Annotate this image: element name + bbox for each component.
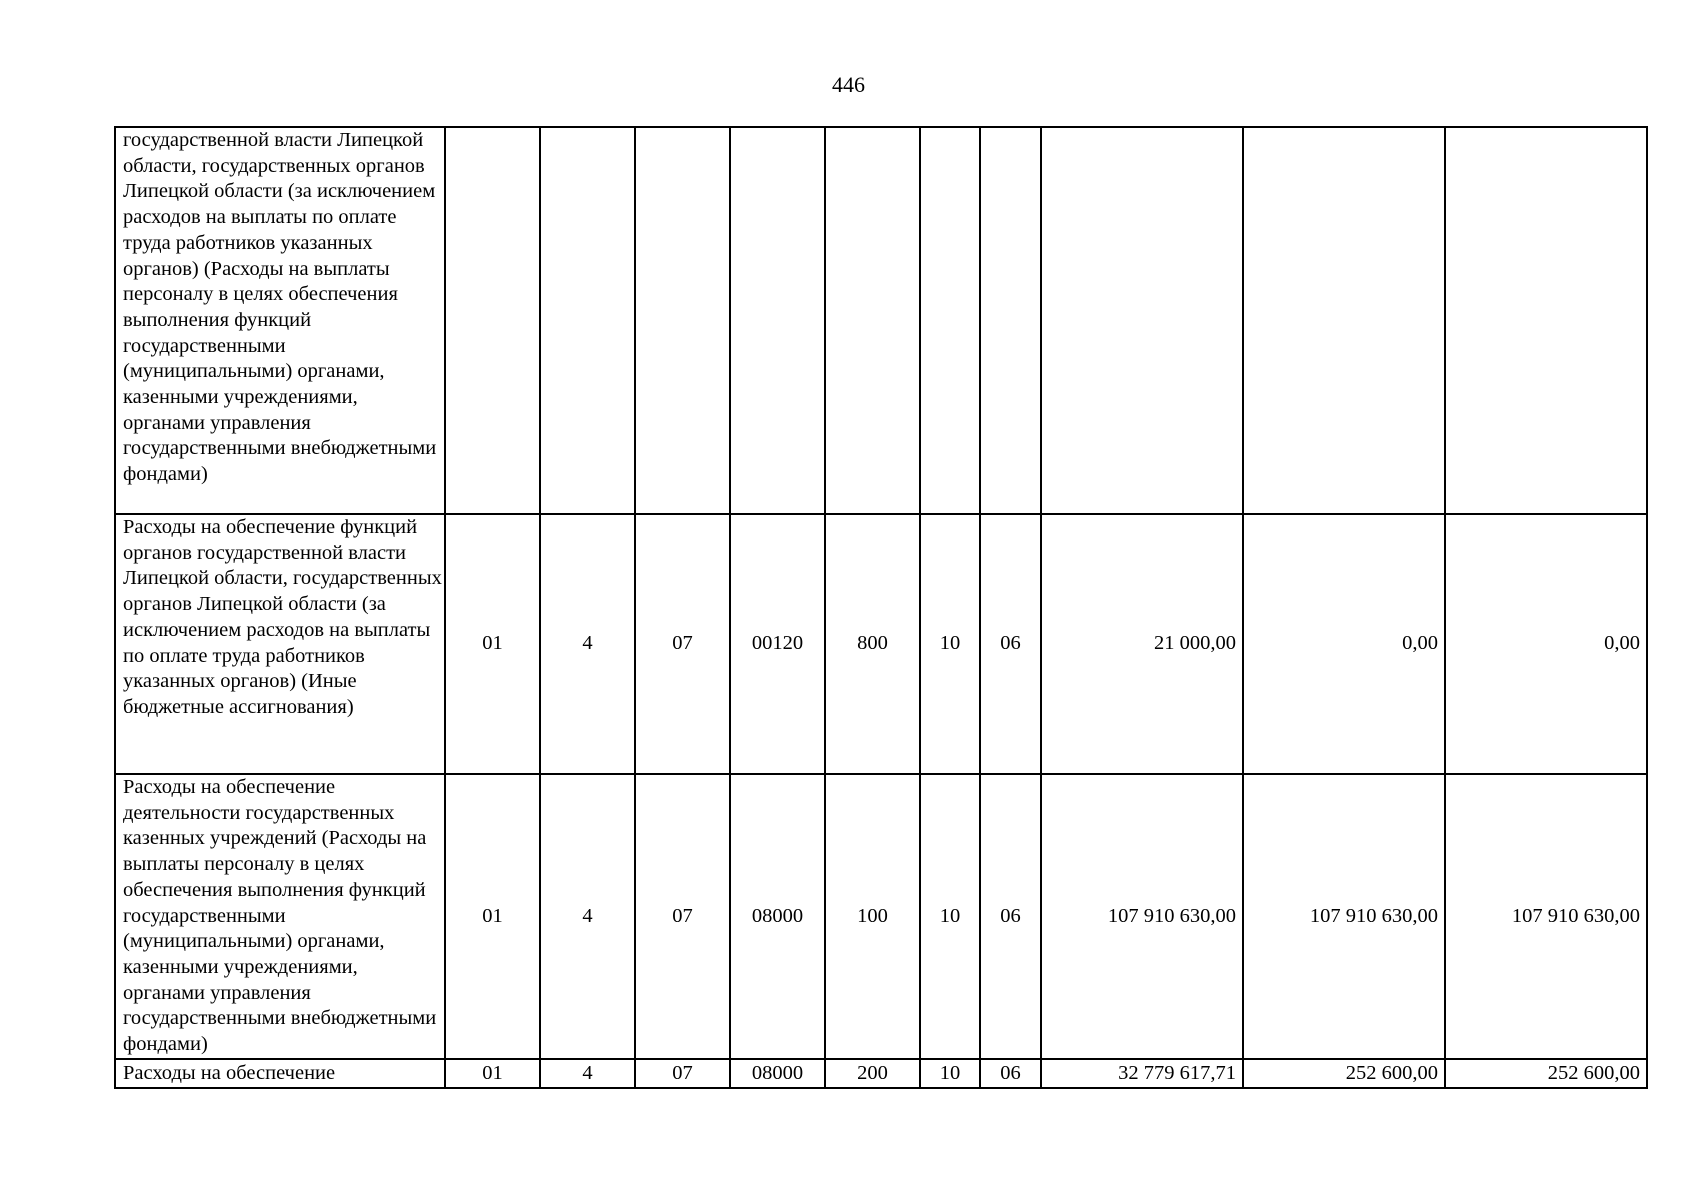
code-cell (445, 127, 540, 514)
code-cell: 4 (540, 774, 635, 1059)
code-cell (980, 127, 1041, 514)
amount-cell: 107 910 630,00 (1445, 774, 1647, 1059)
code-cell: 4 (540, 514, 635, 774)
code-cell: 00120 (730, 514, 825, 774)
budget-table (114, 126, 1648, 1089)
code-cell: 800 (825, 514, 920, 774)
code-cell: 01 (445, 1059, 540, 1088)
code-cell (540, 127, 635, 514)
code-cell (635, 127, 730, 514)
amount-cell: 107 910 630,00 (1243, 774, 1445, 1059)
amount-cell: 252 600,00 (1243, 1059, 1445, 1088)
amount-cell: 252 600,00 (1445, 1059, 1647, 1088)
code-cell: 01 (445, 514, 540, 774)
code-cell: 10 (920, 1059, 980, 1088)
code-cell: 06 (980, 774, 1041, 1059)
code-cell: 01 (445, 774, 540, 1059)
code-cell: 06 (980, 1059, 1041, 1088)
code-cell: 07 (635, 1059, 730, 1088)
row-description: Расходы на обеспечение деятельности государственных казенных учреждений (Расходы на выплаты персоналу в целях обеспечения выполнения функций государственными (муниципальными) органами, казенными учреждениями, органами управления государственными внебюджетными фондами) (115, 774, 445, 1059)
amount-cell (1041, 127, 1243, 514)
row-description: Расходы на обеспечение функций органов государственной власти Липецкой области, государственных органов Липецкой области (за исключением расходов на выплаты по оплате труда работников указанных органов) (Иные бюджетные ассигнования) (115, 514, 445, 774)
row-description: государственной власти Липецкой области, государственных органов Липецкой области (за исключением расходов на выплаты по оплате труда работников указанных органов) (Расходы на выплаты персоналу в целях обеспечения выполнения функций государственными (муниципальными) органами, казенными учреждениями, органами управления государственными внебюджетными фондами) (115, 127, 445, 514)
code-cell (825, 127, 920, 514)
code-cell: 06 (980, 514, 1041, 774)
code-cell: 200 (825, 1059, 920, 1088)
table-row (115, 514, 1647, 774)
amount-cell: 0,00 (1445, 514, 1647, 774)
code-cell: 08000 (730, 1059, 825, 1088)
code-cell: 07 (635, 514, 730, 774)
table-row (115, 1059, 1647, 1088)
amount-cell: 107 910 630,00 (1041, 774, 1243, 1059)
code-cell: 4 (540, 1059, 635, 1088)
amount-cell (1243, 127, 1445, 514)
table-row (115, 127, 1647, 514)
code-cell: 100 (825, 774, 920, 1059)
amount-cell: 0,00 (1243, 514, 1445, 774)
code-cell (920, 127, 980, 514)
row-description: Расходы на обеспечение (115, 1059, 445, 1088)
code-cell: 10 (920, 774, 980, 1059)
page-number: 446 (832, 72, 865, 97)
code-cell (730, 127, 825, 514)
code-cell: 07 (635, 774, 730, 1059)
amount-cell: 21 000,00 (1041, 514, 1243, 774)
amount-cell (1445, 127, 1647, 514)
table-row (115, 774, 1647, 1059)
code-cell: 08000 (730, 774, 825, 1059)
amount-cell: 32 779 617,71 (1041, 1059, 1243, 1088)
code-cell: 10 (920, 514, 980, 774)
